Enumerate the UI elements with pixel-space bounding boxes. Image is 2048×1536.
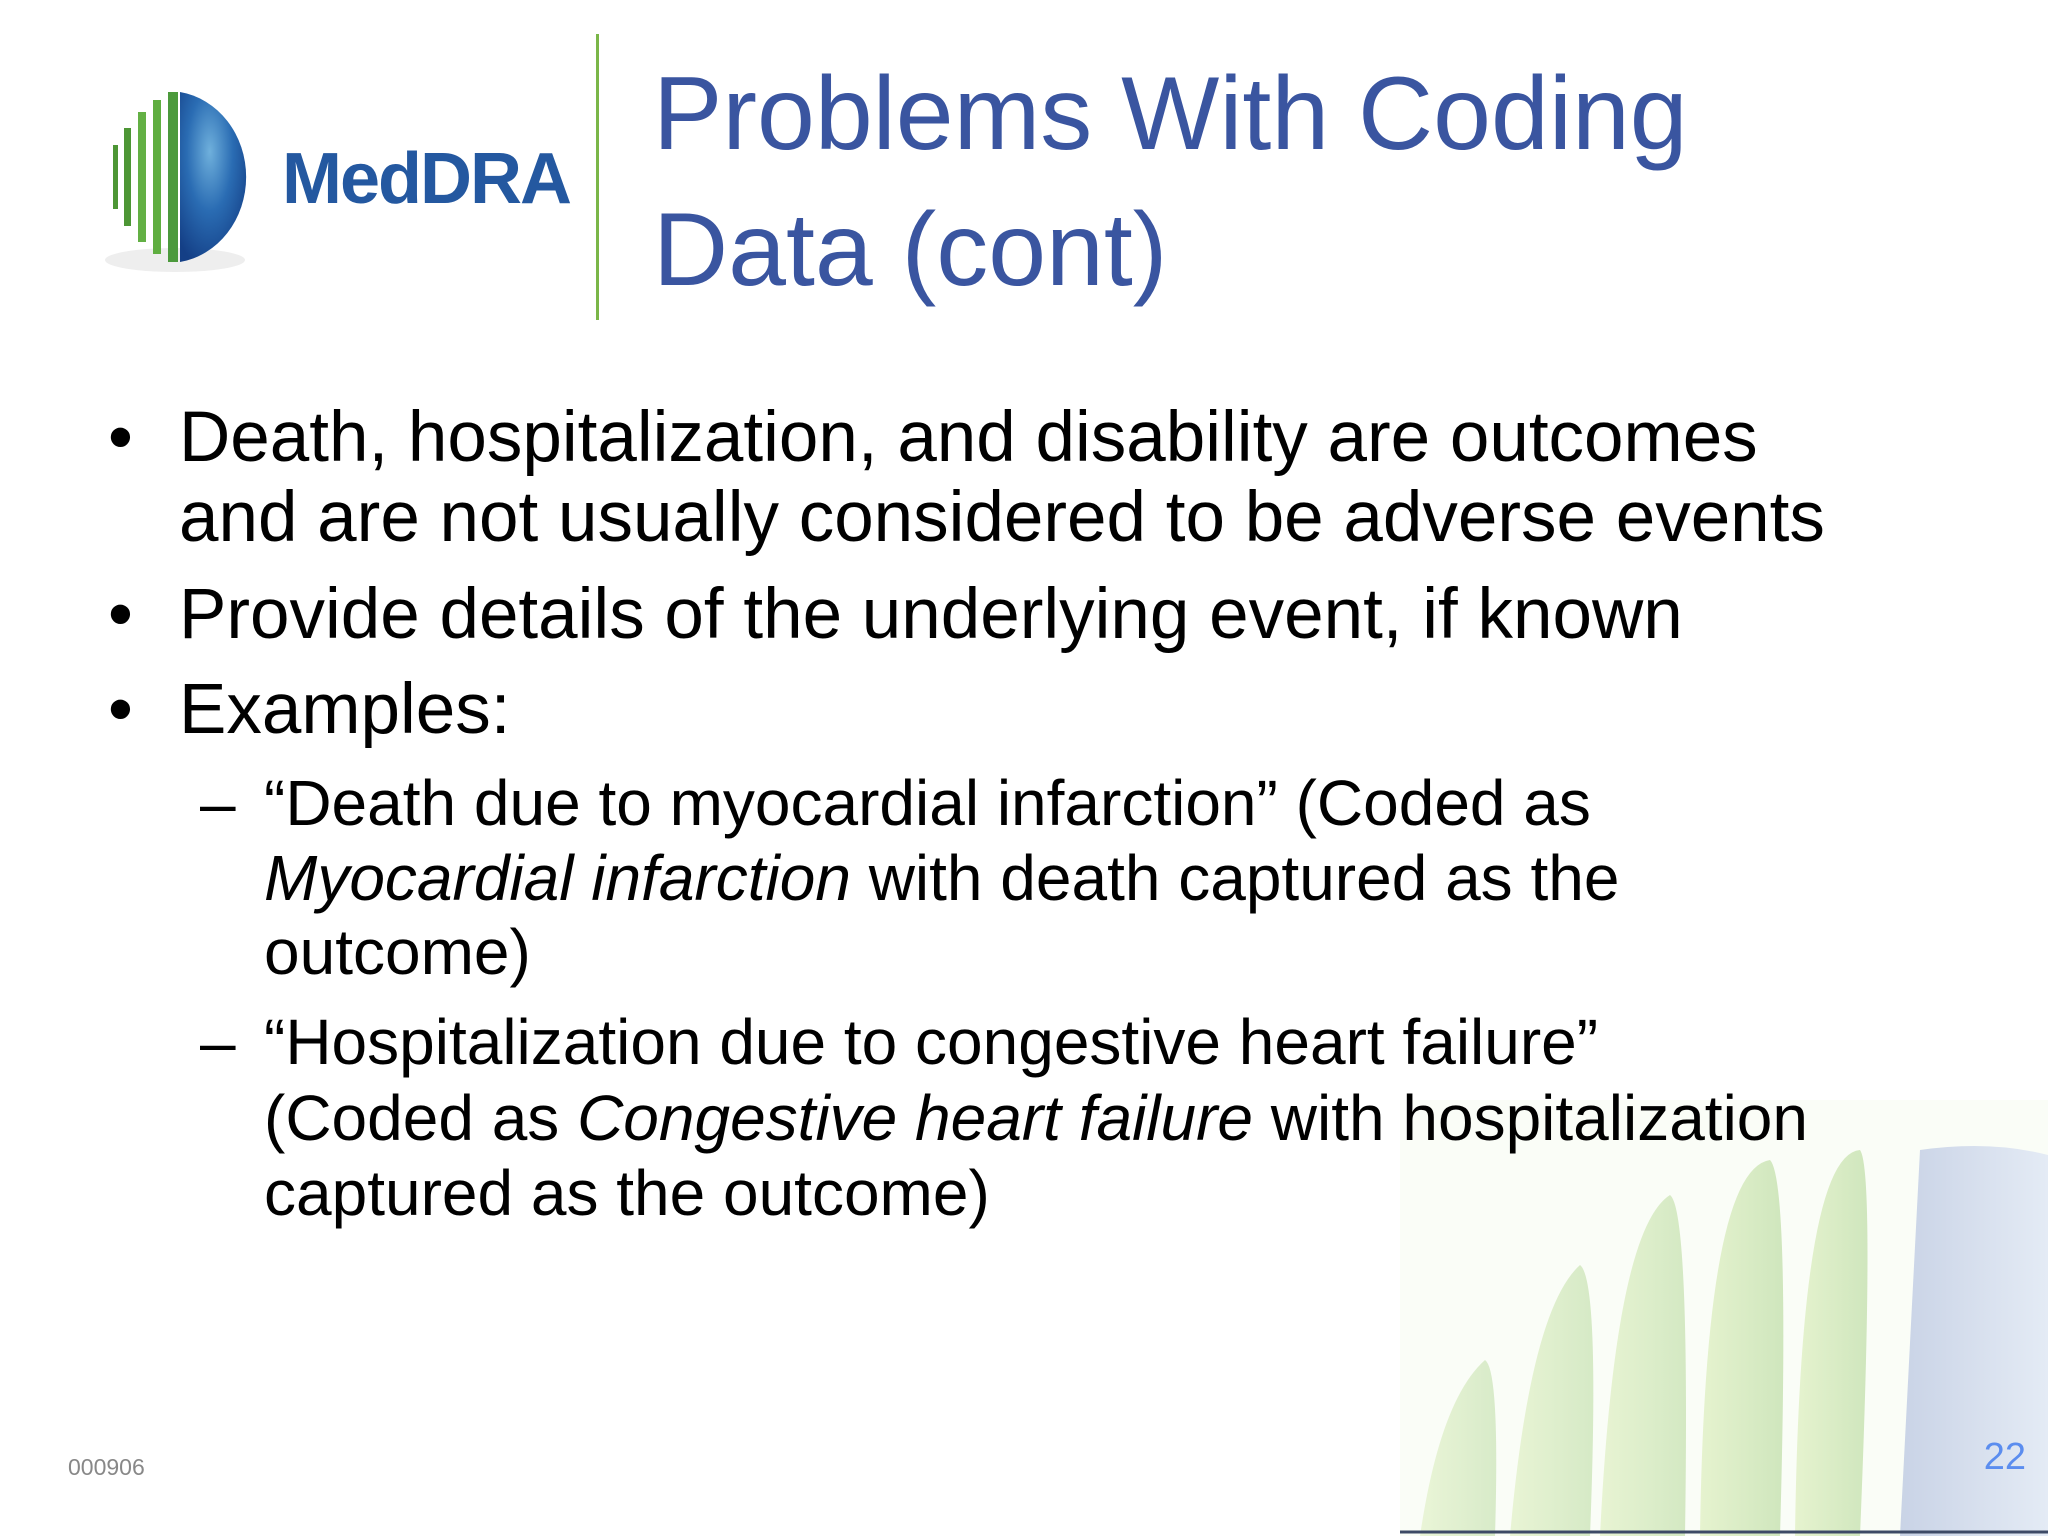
coded-term: Myocardial infarction (264, 842, 851, 914)
dash-icon: – (200, 1006, 236, 1078)
dash-icon: – (200, 767, 236, 839)
sub-bullet-text: with hospitalization (1253, 1082, 1808, 1154)
sub-bullet-1-line-2 (264, 840, 1619, 917)
meddra-logo (60, 90, 580, 290)
slide-title-line-1: Problems With Coding (653, 56, 1688, 172)
sub-bullet-2-line-1: “Hospitalization due to congestive heart failure” (264, 1006, 1599, 1078)
logo-text: MedDRA (282, 139, 570, 219)
sub-bullet-1-line-3: outcome) (264, 916, 531, 988)
sub-bullet-2-line-3: captured as the outcome) (264, 1157, 990, 1229)
bullet-1-line-2: and are not usually considered to be adverse events (179, 478, 1825, 557)
footer-code: 000906 (68, 1454, 145, 1480)
header-divider (596, 34, 599, 320)
sub-bullet-text: (Coded as (264, 1082, 578, 1154)
page-number: 22 (1983, 1436, 2026, 1478)
bullet-2-line-1: Provide details of the underlying event, if known (179, 575, 1683, 654)
bullet-icon: • (108, 575, 133, 654)
sub-bullet-2-line-2 (264, 1080, 1808, 1157)
coded-term: Congestive heart failure (577, 1082, 1253, 1154)
logo-globe-icon (80, 90, 270, 280)
sub-bullet-text: with death captured as the (850, 842, 1620, 914)
bullet-icon: • (108, 398, 133, 477)
bullet-1-line-1: Death, hospitalization, and disability are outcomes (179, 398, 1758, 477)
bullet-3-line-1: Examples: (179, 670, 511, 749)
sub-bullet-1-line-1: “Death due to myocardial infarction” (Coded as (264, 767, 1591, 839)
decorative-stripes-graphic (1400, 1100, 2048, 1536)
bullet-icon: • (108, 670, 133, 749)
slide-title-line-2: Data (cont) (653, 192, 1168, 308)
